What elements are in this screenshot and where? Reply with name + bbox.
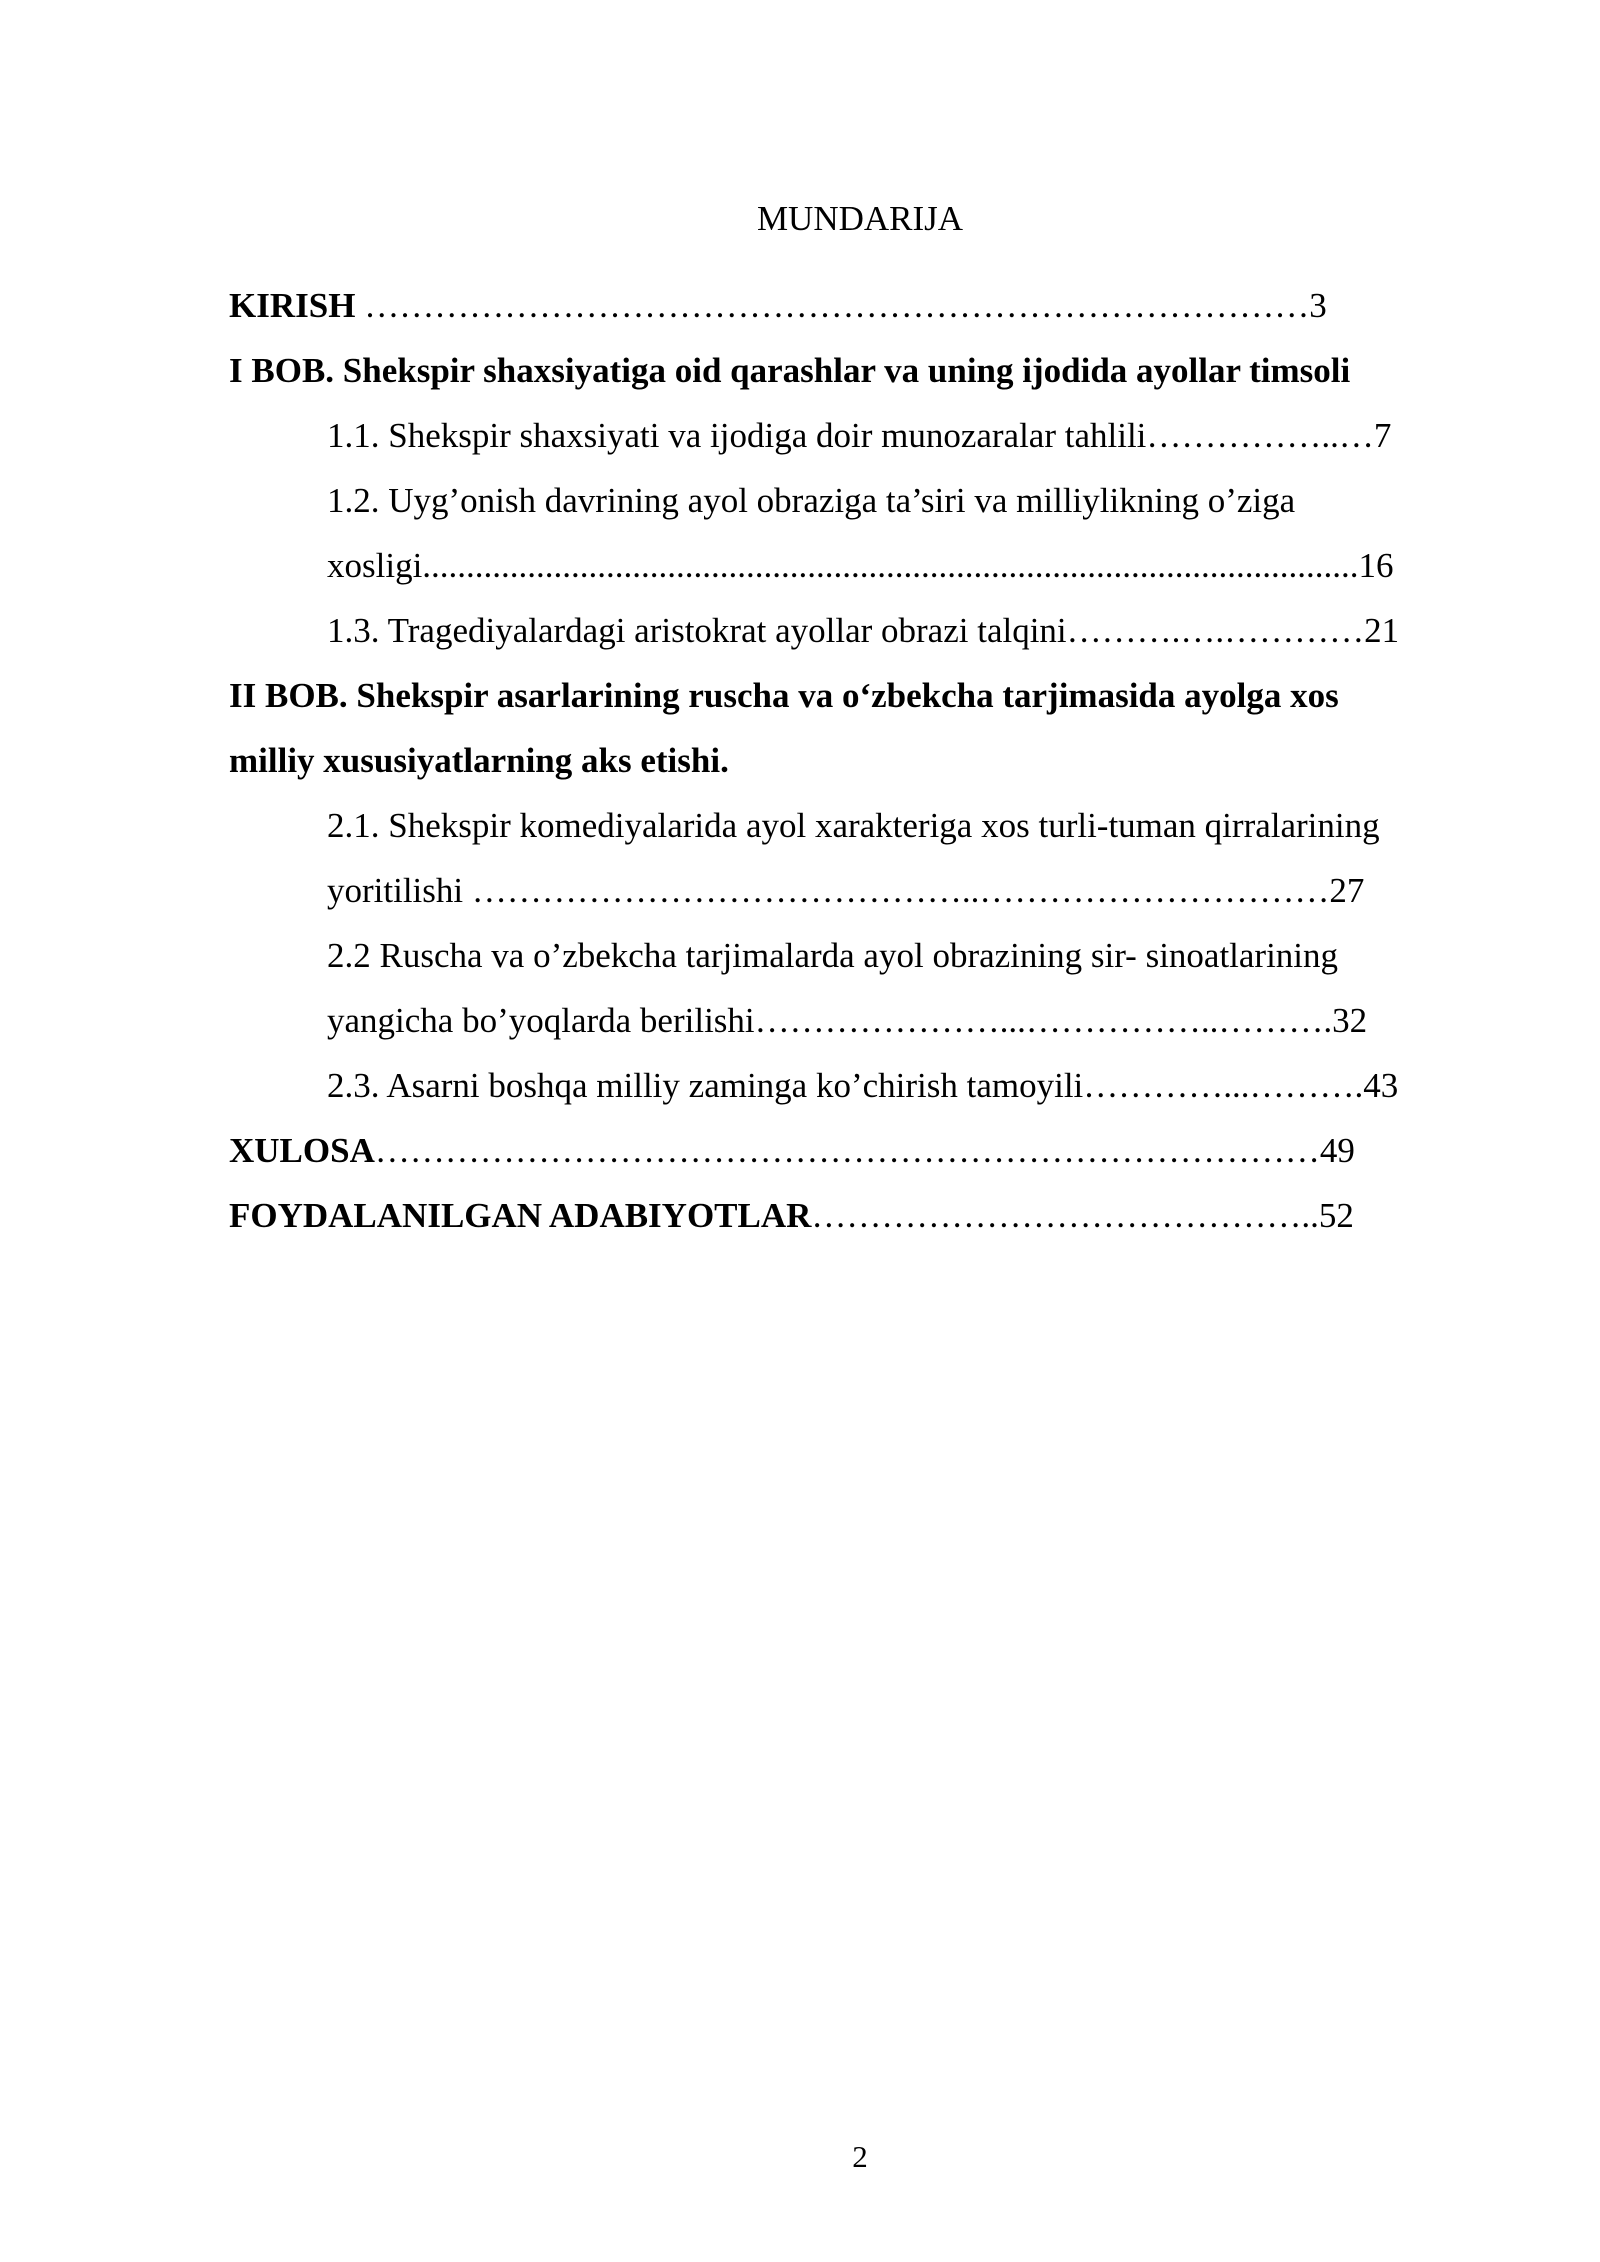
toc-line xyxy=(229,347,1486,412)
toc-line xyxy=(229,412,1486,477)
toc-text: 2.2 Ruscha va o’zbekcha tarjimalarda ayol obrazining sir- sinoatlarining xyxy=(327,936,1339,975)
toc-line xyxy=(229,867,1486,932)
toc-entry xyxy=(229,477,1486,607)
toc-heading-text: FOYDALANILGAN ADABIYOTLAR xyxy=(229,1196,812,1235)
page-number: 2 xyxy=(852,2139,868,2174)
toc-line xyxy=(229,607,1486,672)
toc-text: 2.1. Shekspir komediyalarida ayol xarakteriga xos turli-tuman qirralarining xyxy=(327,806,1380,845)
toc-entry xyxy=(229,1192,1486,1257)
toc-entry xyxy=(229,282,1486,347)
toc-entry xyxy=(229,607,1486,672)
toc-heading-text: XULOSA xyxy=(229,1131,375,1170)
toc-entry xyxy=(229,1127,1486,1192)
table-of-contents xyxy=(229,282,1486,1257)
toc-heading-text: II BOB. Shekspir asarlarining ruscha va o‘zbekcha tarjimasida ayolga xos xyxy=(229,676,1339,715)
toc-entry xyxy=(229,802,1486,932)
toc-line xyxy=(229,542,1486,607)
toc-text: 1.1. Shekspir shaxsiyati va ijodiga doir munozaralar tahlili……………..…7 xyxy=(327,416,1392,455)
toc-entry xyxy=(229,932,1486,1062)
toc-text: yoritilishi ……………………………………..…………………………27 xyxy=(327,871,1365,910)
toc-line xyxy=(229,672,1486,737)
toc-entry xyxy=(229,672,1486,802)
toc-line xyxy=(229,477,1486,542)
toc-entry xyxy=(229,412,1486,477)
toc-line xyxy=(229,997,1486,1062)
toc-line xyxy=(229,1062,1486,1127)
toc-heading-text: milliy xususiyatlarning aks etishi. xyxy=(229,741,729,780)
toc-line xyxy=(229,282,1486,347)
toc-heading-text: KIRISH xyxy=(229,286,356,325)
toc-text: ………………………………………………………………………3 xyxy=(355,286,1327,325)
toc-line xyxy=(229,1192,1486,1257)
toc-entry xyxy=(229,1062,1486,1127)
toc-line xyxy=(229,1127,1486,1192)
toc-text: xosligi...........................................................................................................16 xyxy=(327,546,1394,585)
toc-line xyxy=(229,737,1486,802)
page-title: MUNDARIJA xyxy=(756,199,964,238)
toc-text: 1.3. Tragediyalardagi aristokrat ayollar obrazi talqini……….….…………21 xyxy=(327,611,1400,650)
toc-text: yangicha bo’yoqlarda berilishi…………………...……………..……….32 xyxy=(327,1001,1368,1040)
toc-heading-text: I BOB. Shekspir shaxsiyatiga oid qarashlar va uning ijodida ayollar timsoli xyxy=(229,351,1351,390)
toc-line xyxy=(229,932,1486,997)
toc-text: 2.3. Asarni boshqa milliy zaminga ko’chirish tamoyili…………...……….43 xyxy=(327,1066,1399,1105)
toc-entry xyxy=(229,347,1486,412)
toc-text: 1.2. Uyg’onish davrining ayol obraziga ta’siri va milliylikning o’ziga xyxy=(327,481,1296,520)
toc-line xyxy=(229,802,1486,867)
toc-text: ………………………………………………………………………49 xyxy=(374,1131,1355,1170)
toc-text: ……………………………………..52 xyxy=(811,1196,1354,1235)
